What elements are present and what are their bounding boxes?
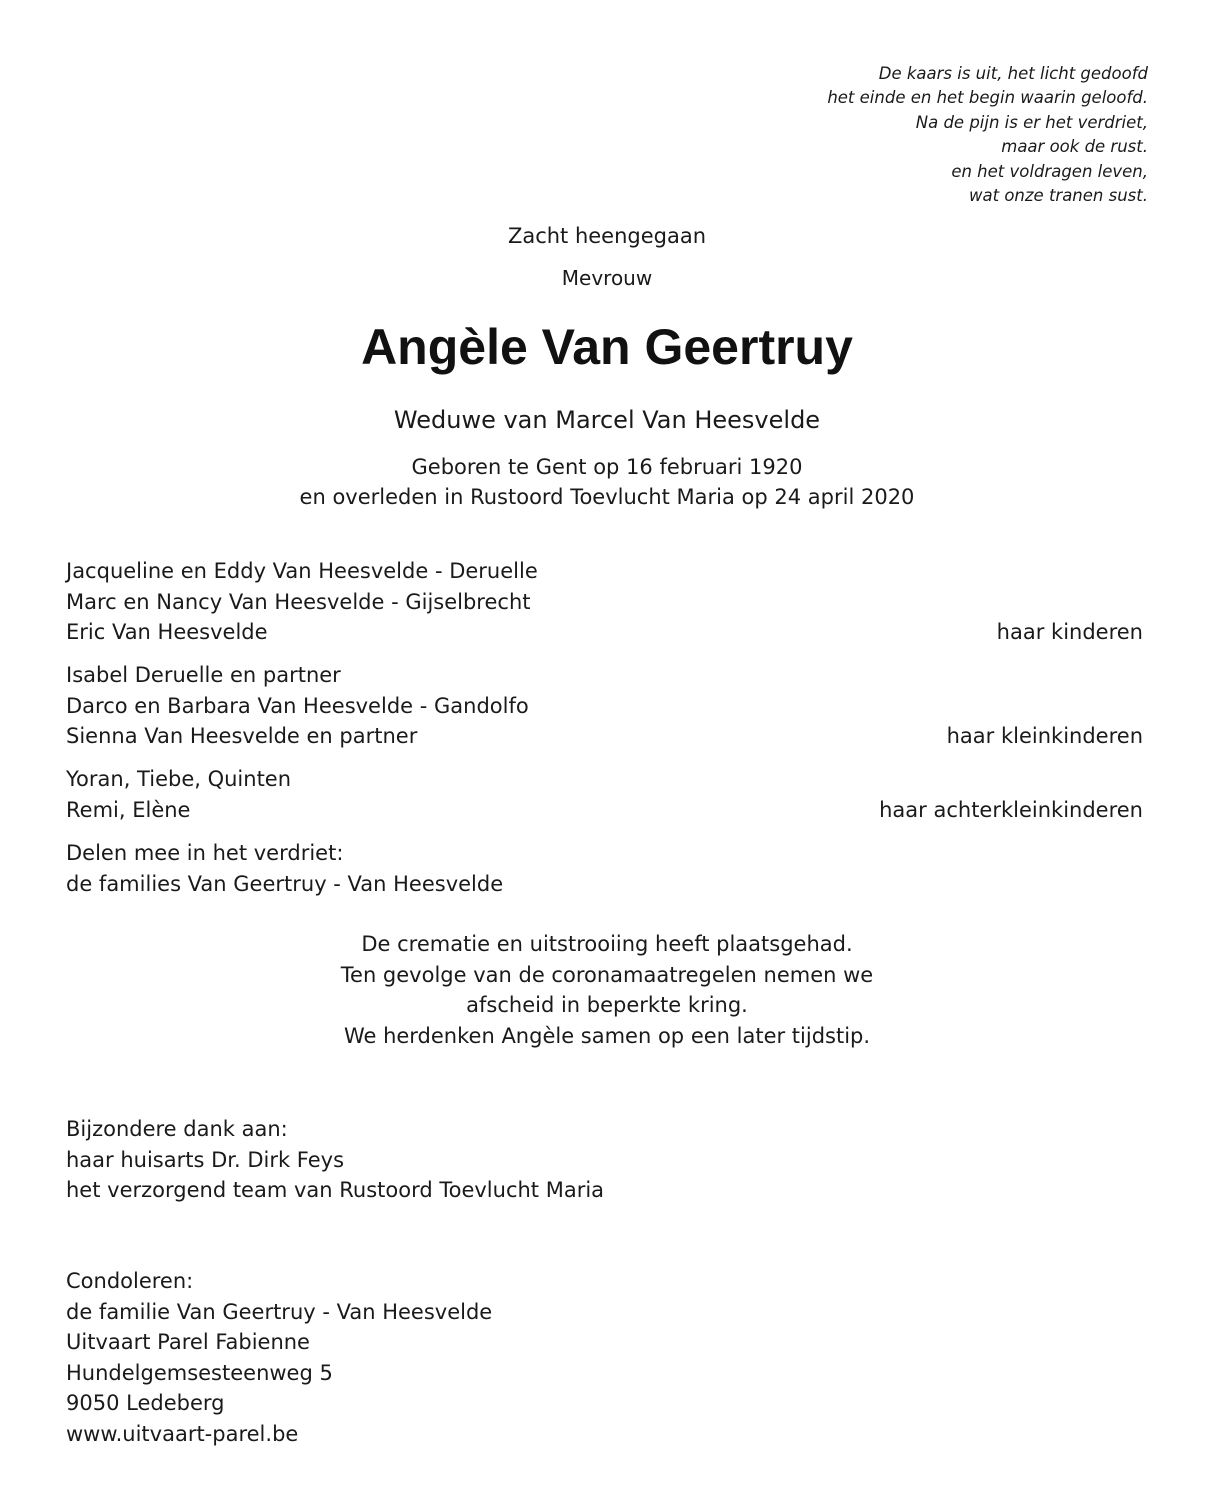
family-member: Eric Van Heesvelde bbox=[66, 620, 268, 644]
thanks-line: Bijzondere dank aan: bbox=[66, 1117, 288, 1141]
announcement-intro: Zacht heengegaan bbox=[507, 224, 707, 248]
condolences-line: de familie Van Geertruy - Van Heesvelde bbox=[66, 1299, 493, 1324]
poem-line: het einde en het begin waarin geloofd. bbox=[827, 88, 1148, 108]
relation-label: haar kleinkinderen bbox=[946, 724, 1143, 748]
poem-line: wat onze tranen sust. bbox=[969, 186, 1148, 206]
family-member: Isabel Deruelle en partner bbox=[66, 663, 341, 687]
condolences-section bbox=[66, 1266, 492, 1449]
family-group-mourners bbox=[66, 838, 1143, 899]
family-member: Darco en Barbara Van Heesvelde - Gandolfo bbox=[66, 693, 529, 718]
family-member: Marc en Nancy Van Heesvelde - Gijselbrecht bbox=[66, 589, 531, 614]
thanks-line: het verzorgend team van Rustoord Toevlucht Maria bbox=[66, 1178, 605, 1202]
family-member: Jacqueline en Eddy Van Heesvelde - Deruelle bbox=[66, 559, 538, 583]
condolences-address: Hundelgemsesteenweg 5 bbox=[66, 1360, 333, 1385]
family-member: Yoran, Tiebe, Quinten bbox=[66, 767, 292, 791]
thanks-line: haar huisarts Dr. Dirk Feys bbox=[66, 1147, 345, 1172]
family-member: Delen mee in het verdriet: bbox=[66, 841, 344, 865]
widow-of-line: Weduwe van Marcel Van Heesvelde bbox=[393, 406, 821, 434]
memorial-poem bbox=[628, 62, 1148, 208]
ceremony-notice-line: Ten gevolge van de coronamaatregelen nemen we bbox=[340, 962, 874, 987]
relation-label: haar achterkleinkinderen bbox=[879, 797, 1143, 822]
deceased-name: Angèle Van Geertruy bbox=[361, 319, 853, 375]
family-group-great-grandchildren bbox=[66, 764, 1143, 825]
thanks-section bbox=[66, 1114, 604, 1206]
relation-label: haar kinderen bbox=[996, 620, 1143, 644]
condolences-line: Uitvaart Parel Fabienne bbox=[66, 1330, 310, 1354]
birth-line: Geboren te Gent op 16 februari 1920 bbox=[411, 455, 803, 479]
condolences-line: Condoleren: bbox=[66, 1269, 194, 1293]
ceremony-notice-line: We herdenken Angèle samen op een later tijdstip. bbox=[343, 1023, 871, 1048]
poem-line: Na de pijn is er het verdriet, bbox=[915, 112, 1148, 132]
ceremony-notice-line: afscheid in beperkte kring. bbox=[466, 993, 748, 1017]
ceremony-notice-line: De crematie en uitstrooiing heeft plaatsgehad. bbox=[361, 932, 853, 956]
family-member: Remi, Elène bbox=[66, 797, 191, 822]
family-member: Sienna Van Heesvelde en partner bbox=[66, 724, 418, 748]
poem-line: en het voldragen leven, bbox=[951, 161, 1148, 181]
poem-line: maar ook de rust. bbox=[1001, 137, 1148, 157]
family-member: de families Van Geertruy - Van Heesvelde bbox=[66, 871, 504, 896]
condolences-address: 9050 Ledeberg bbox=[66, 1391, 225, 1415]
poem-line: De kaars is uit, het licht gedoofd bbox=[878, 64, 1148, 83]
death-line: en overleden in Rustoord Toevlucht Maria op 24 april 2020 bbox=[299, 485, 915, 509]
website-link[interactable]: www.uitvaart-parel.be bbox=[66, 1421, 299, 1446]
honorific: Mevrouw bbox=[561, 266, 653, 290]
family-group-grandchildren bbox=[66, 660, 1143, 752]
family-group-children bbox=[66, 556, 1143, 648]
